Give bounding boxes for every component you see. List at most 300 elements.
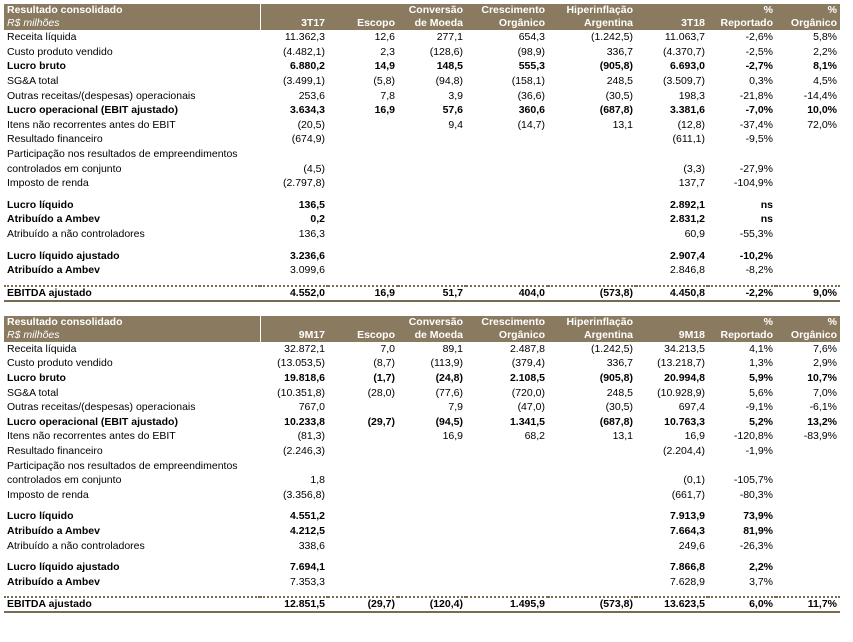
cell-fx-conversion: 57,6 [442,104,463,117]
table-row [4,263,840,278]
spacer-row [4,278,840,286]
spacer-row [4,589,840,597]
cell-period-b: 13.623,5 [636,597,708,612]
cell-row-label: Resultado financeiro [7,444,103,457]
cell-argentina-hyperinflation [548,176,636,191]
cell-period-a: (3.499,1) [282,75,325,88]
cell-pct-reported [708,147,776,162]
cell-pct-organic [776,560,840,575]
cell-argentina-hyperinflation: 248,5 [606,386,633,399]
cell-period-a [260,553,328,560]
cell-pct-reported: 5,6% [749,386,773,399]
cell-pct-organic [776,473,840,488]
cell-fx-conversion [398,263,466,278]
cell-scope [328,241,398,248]
table-row [4,538,840,553]
table-row [4,30,840,45]
header-pct-reported: % [708,316,776,329]
cell-row-label: Lucro bruto [7,371,66,384]
cell-period-b: 7.664,3 [669,524,705,537]
header-pct-reported: % [708,4,776,17]
cell-pct-organic: 13,2% [807,415,837,428]
cell-pct-reported: -21,8% [739,89,773,102]
cell-row-label: Atribuído a Ambev [7,575,100,588]
cell-period-a: 10.233,8 [284,415,325,428]
cell-scope: 16,9 [374,104,395,117]
table-row [4,103,840,118]
cell-period-b: 7.913,9 [669,510,705,523]
cell-argentina-hyperinflation [548,227,636,242]
cell-fx-conversion [398,553,466,560]
cell-scope [328,553,398,560]
table-row [4,118,840,133]
cell-argentina-hyperinflation: (573,8) [548,286,636,301]
header-scope [328,4,398,17]
cell-argentina-hyperinflation [548,473,636,488]
cell-argentina-hyperinflation: (30,5) [605,89,633,102]
cell-period-b: 7.866,8 [669,561,705,574]
cell-argentina-hyperinflation [548,444,636,459]
cell-fx-conversion [398,161,466,176]
table-row [4,487,840,502]
cell-row-label: Atribuído a não controladores [7,228,145,241]
cell-argentina-hyperinflation [548,191,636,198]
cell-period-a [260,191,328,198]
cell-period-b [636,191,708,198]
cell-pct-reported [708,589,776,597]
header-period-b: 9M18 [636,329,708,342]
cell-scope: (29,7) [367,415,395,428]
cell-period-b: (4.370,7) [662,45,705,58]
cell-argentina-hyperinflation [548,458,636,473]
header-pct-organic: Orgânico [776,17,840,30]
cell-organic-growth: 360,6 [518,104,545,117]
table-row [4,176,840,191]
cell-organic-growth [466,444,548,459]
cell-argentina-hyperinflation: 336,7 [606,357,633,370]
header-period-b [636,316,708,329]
cell-organic-growth [466,458,548,473]
cell-scope [328,176,398,191]
cell-scope: 14,9 [374,60,395,73]
cell-period-b: (661,7) [671,488,705,501]
cell-argentina-hyperinflation [548,553,636,560]
header-row [4,4,840,17]
cell-pct-reported: -80,3% [739,488,773,501]
cell-pct-reported [708,191,776,198]
header-fx-conversion: de Moeda [398,17,466,30]
header-organic-growth: Crescimento [466,316,548,329]
cell-row-label: Resultado financeiro [7,133,103,146]
cell-pct-organic [776,553,840,560]
cell-period-b [636,278,708,286]
cell-fx-conversion [398,191,466,198]
cell-argentina-hyperinflation [548,502,636,509]
cell-row-label [4,502,260,509]
cell-fx-conversion [398,147,466,162]
cell-pct-organic [776,458,840,473]
cell-pct-reported: 2,2% [749,561,773,574]
cell-pct-organic [776,589,840,597]
cell-organic-growth [466,509,548,524]
results-table-1 [4,4,840,302]
cell-period-a [260,278,328,286]
cell-pct-reported: -55,3% [739,228,773,241]
cell-argentina-hyperinflation [548,487,636,502]
cell-organic-growth: 68,2 [524,430,545,443]
cell-pct-organic: 4,5% [813,75,837,88]
cell-pct-reported [708,553,776,560]
header-pct-organic: % [776,316,840,329]
cell-organic-growth: 555,3 [518,60,545,73]
cell-row-label: Custo produto vendido [7,357,113,370]
cell-organic-growth: 2.487,8 [509,342,545,355]
cell-fx-conversion: 148,5 [436,60,463,73]
cell-period-b: (13.218,7) [657,357,705,370]
table-row [4,74,840,89]
header-fx-conversion: Conversão [398,4,466,17]
cell-pct-reported: -26,3% [739,539,773,552]
cell-period-a: 338,6 [298,539,325,552]
cell-argentina-hyperinflation [548,161,636,176]
cell-period-a: 253,6 [298,89,325,102]
table-row [4,342,840,357]
cell-period-b: 249,6 [678,539,705,552]
cell-scope: (8,7) [373,357,395,370]
cell-period-a: (4.482,1) [282,45,325,58]
cell-row-label [4,241,260,248]
cell-row-label: Lucro líquido ajustado [7,249,120,262]
cell-period-a: (81,3) [297,430,325,443]
cell-pct-organic [776,444,840,459]
cell-fx-conversion: (94,8) [435,75,463,88]
cell-scope: 7,0 [380,342,395,355]
cell-scope [328,473,398,488]
cell-period-a: 0,2 [310,213,325,226]
cell-row-label: Lucro bruto [7,60,66,73]
cell-scope [328,191,398,198]
cell-scope: (28,0) [367,386,395,399]
cell-pct-reported: -10,2% [739,249,773,262]
cell-argentina-hyperinflation: 248,5 [606,75,633,88]
cell-period-b: (10.928,9) [657,386,705,399]
cell-organic-growth [466,191,548,198]
header-organic-growth: Crescimento [466,4,548,17]
cell-pct-organic [776,191,840,198]
cell-fx-conversion: (94,5) [435,415,463,428]
table-row [4,45,840,60]
table-row [4,414,840,429]
cell-pct-reported: 5,9% [749,371,773,384]
cell-fx-conversion [398,132,466,147]
cell-pct-reported: 4,1% [749,342,773,355]
cell-pct-reported: ns [760,198,773,211]
cell-pct-reported: -104,9% [733,177,773,190]
cell-fx-conversion: (77,6) [435,386,463,399]
cell-period-a [260,241,328,248]
cell-period-a: (13.053,5) [277,357,325,370]
header-fx-conversion: de Moeda [398,329,466,342]
cell-organic-growth: (720,0) [511,386,545,399]
cell-argentina-hyperinflation [548,589,636,597]
header-row [4,17,840,30]
cell-period-a: 4.212,5 [289,524,325,537]
table-row [4,560,840,575]
cell-pct-organic [776,278,840,286]
cell-organic-growth [466,538,548,553]
cell-scope [328,400,398,415]
cell-scope: 7,8 [380,89,395,102]
cell-period-a: (10.351,8) [277,386,325,399]
cell-organic-growth [466,473,548,488]
cell-pct-reported: 73,9% [743,510,773,523]
cell-scope: 12,6 [374,31,395,44]
header-argentina-hyperinflation: Argentina [548,329,636,342]
cell-scope [328,198,398,213]
cell-period-b: 2.907,4 [669,249,705,262]
cell-scope: (1,7) [373,371,395,384]
cell-period-a: 136,3 [298,228,325,241]
cell-fx-conversion: (24,8) [435,371,463,384]
cell-period-b: (3.509,7) [662,75,705,88]
cell-pct-organic [776,227,840,242]
cell-argentina-hyperinflation [548,147,636,162]
header-row [4,329,840,342]
cell-fx-conversion [398,502,466,509]
table-row [4,286,840,301]
table-row [4,59,840,74]
header-period-b: 3T18 [636,17,708,30]
cell-pct-reported: -27,9% [739,162,773,175]
cell-period-a: 3.236,6 [289,249,325,262]
cell-period-b: 6.693,0 [669,60,705,73]
cell-pct-organic [776,524,840,539]
cell-period-a: 7.694,1 [289,561,325,574]
header-pct-organic: Orgânico [776,329,840,342]
header-organic-growth: Orgânico [466,17,548,30]
spacer-row [4,241,840,248]
cell-row-label: Participação nos resultados de empreendimentos [7,148,238,161]
cell-scope [328,574,398,589]
cell-organic-growth: 654,3 [518,31,545,44]
cell-pct-organic [776,161,840,176]
cell-scope [328,227,398,242]
cell-scope [328,212,398,227]
cell-scope [328,161,398,176]
cell-period-b: 10.763,3 [664,415,705,428]
cell-argentina-hyperinflation: (1.242,5) [590,31,633,44]
cell-scope: (5,8) [373,75,395,88]
cell-pct-reported: -7,0% [745,104,773,117]
cell-period-a: (674,9) [291,133,325,146]
header-scope: Escopo [328,17,398,30]
cell-period-a: 11.362,3 [284,31,325,44]
cell-period-b [636,458,708,473]
cell-argentina-hyperinflation [548,278,636,286]
cell-pct-reported: ns [760,213,773,226]
cell-scope [328,444,398,459]
header-scope [328,316,398,329]
cell-scope [328,147,398,162]
cell-organic-growth [466,589,548,597]
cell-fx-conversion [398,487,466,502]
cell-organic-growth [466,241,548,248]
cell-fx-conversion [398,473,466,488]
cell-scope [328,278,398,286]
cell-pct-organic [776,509,840,524]
table-row [4,597,840,612]
cell-pct-organic [776,487,840,502]
cell-organic-growth: 1.495,9 [466,597,548,612]
cell-organic-growth [466,524,548,539]
cell-scope: 16,9 [328,286,398,301]
table-row [4,212,840,227]
cell-pct-reported: -2,7% [745,60,773,73]
cell-period-a: 4.551,2 [289,510,325,523]
cell-scope [328,248,398,263]
cell-organic-growth: (379,4) [511,357,545,370]
cell-argentina-hyperinflation [548,524,636,539]
cell-row-label: Atribuído a Ambev [7,264,100,277]
header-pct-reported: Reportado [708,17,776,30]
cell-fx-conversion [398,227,466,242]
cell-period-a: 4.552,0 [260,286,328,301]
cell-fx-conversion [398,248,466,263]
cell-period-b [636,589,708,597]
cell-row-label: Atribuído a Ambev [7,524,100,537]
spacer-row [4,191,840,198]
table-row [4,473,840,488]
header-argentina-hyperinflation: Argentina [548,17,636,30]
cell-row-label: Lucro operacional (EBIT ajustado) [7,104,178,117]
cell-argentina-hyperinflation: (905,8) [599,60,633,73]
cell-fx-conversion: 277,1 [436,31,463,44]
cell-organic-growth [466,502,548,509]
cell-period-a: (2.246,3) [282,444,325,457]
cell-period-b [636,502,708,509]
cell-scope [328,502,398,509]
header-period-a [260,4,328,17]
cell-pct-organic: 2,9% [813,357,837,370]
cell-period-b: 7.628,9 [669,575,705,588]
cell-argentina-hyperinflation [548,538,636,553]
cell-pct-organic: -83,9% [803,430,837,443]
cell-scope [328,524,398,539]
cell-fx-conversion [398,241,466,248]
cell-period-a: 6.880,2 [289,60,325,73]
cell-argentina-hyperinflation: (687,8) [599,415,633,428]
table-row [4,444,840,459]
header-fx-conversion: Conversão [398,316,466,329]
header-row-label: R$ milhões [4,329,260,342]
header-period-a: 3T17 [260,17,328,30]
cell-argentina-hyperinflation [548,198,636,213]
cell-scope [328,118,398,133]
cell-row-label: Receita líquida [7,342,77,355]
cell-pct-reported [708,502,776,509]
table-row [4,371,840,386]
cell-organic-growth: (98,9) [517,45,545,58]
cell-pct-organic [776,176,840,191]
cell-pct-organic: 2,2% [813,45,837,58]
cell-row-label: Receita líquida [7,31,77,44]
cell-row-label: Itens não recorrentes antes do EBIT [7,430,176,443]
cell-period-a: 767,0 [298,401,325,414]
cell-period-b: 4.450,8 [636,286,708,301]
cell-pct-reported: -37,4% [739,118,773,131]
cell-organic-growth: 404,0 [466,286,548,301]
cell-organic-growth [466,147,548,162]
cell-period-a: 3.634,3 [289,104,325,117]
cell-scope [328,429,398,444]
cell-fx-conversion [398,560,466,575]
cell-period-a [260,147,328,162]
cell-scope [328,132,398,147]
cell-period-b: (2.204,4) [662,444,705,457]
cell-scope [328,538,398,553]
header-organic-growth: Orgânico [466,329,548,342]
cell-period-a [260,458,328,473]
cell-fx-conversion [398,212,466,227]
cell-argentina-hyperinflation [548,263,636,278]
cell-period-b: 20.994,8 [664,371,705,384]
cell-argentina-hyperinflation [548,241,636,248]
cell-fx-conversion [398,524,466,539]
cell-fx-conversion [398,176,466,191]
cell-fx-conversion: (128,6) [429,45,463,58]
cell-pct-organic [776,241,840,248]
table-row [4,198,840,213]
cell-pct-reported [708,278,776,286]
cell-argentina-hyperinflation [548,212,636,227]
cell-period-a: 3.099,6 [289,264,325,277]
cell-period-a: 12.851,5 [260,597,328,612]
cell-pct-organic [776,574,840,589]
cell-period-a: 136,5 [298,198,325,211]
cell-row-label: Itens não recorrentes antes do EBIT [7,118,176,131]
cell-organic-growth: (14,7) [517,118,545,131]
cell-period-b [636,241,708,248]
results-table-2 [4,316,840,614]
cell-period-b: 2.846,8 [669,264,705,277]
cell-scope [328,560,398,575]
cell-pct-reported [708,458,776,473]
table-row [4,400,840,415]
cell-pct-reported: 6,0% [708,597,776,612]
cell-pct-organic [776,263,840,278]
table-row [4,147,840,162]
cell-row-label [4,278,260,286]
cell-organic-growth [466,574,548,589]
header-period-a [260,316,328,329]
cell-scope [328,263,398,278]
cell-pct-reported: -9,5% [745,133,773,146]
cell-fx-conversion: 16,9 [442,430,463,443]
cell-argentina-hyperinflation [548,509,636,524]
cell-period-b [636,553,708,560]
cell-organic-growth [466,176,548,191]
cell-organic-growth [466,212,548,227]
cell-organic-growth [466,487,548,502]
cell-fx-conversion [398,538,466,553]
table-row [4,132,840,147]
cell-row-label: SG&A total [7,386,59,399]
cell-row-label: Participação nos resultados de empreendimentos [7,459,238,472]
cell-pct-reported: -120,8% [733,430,773,443]
cell-fx-conversion [398,574,466,589]
table-row [4,356,840,371]
cell-pct-reported: -2,2% [708,286,776,301]
